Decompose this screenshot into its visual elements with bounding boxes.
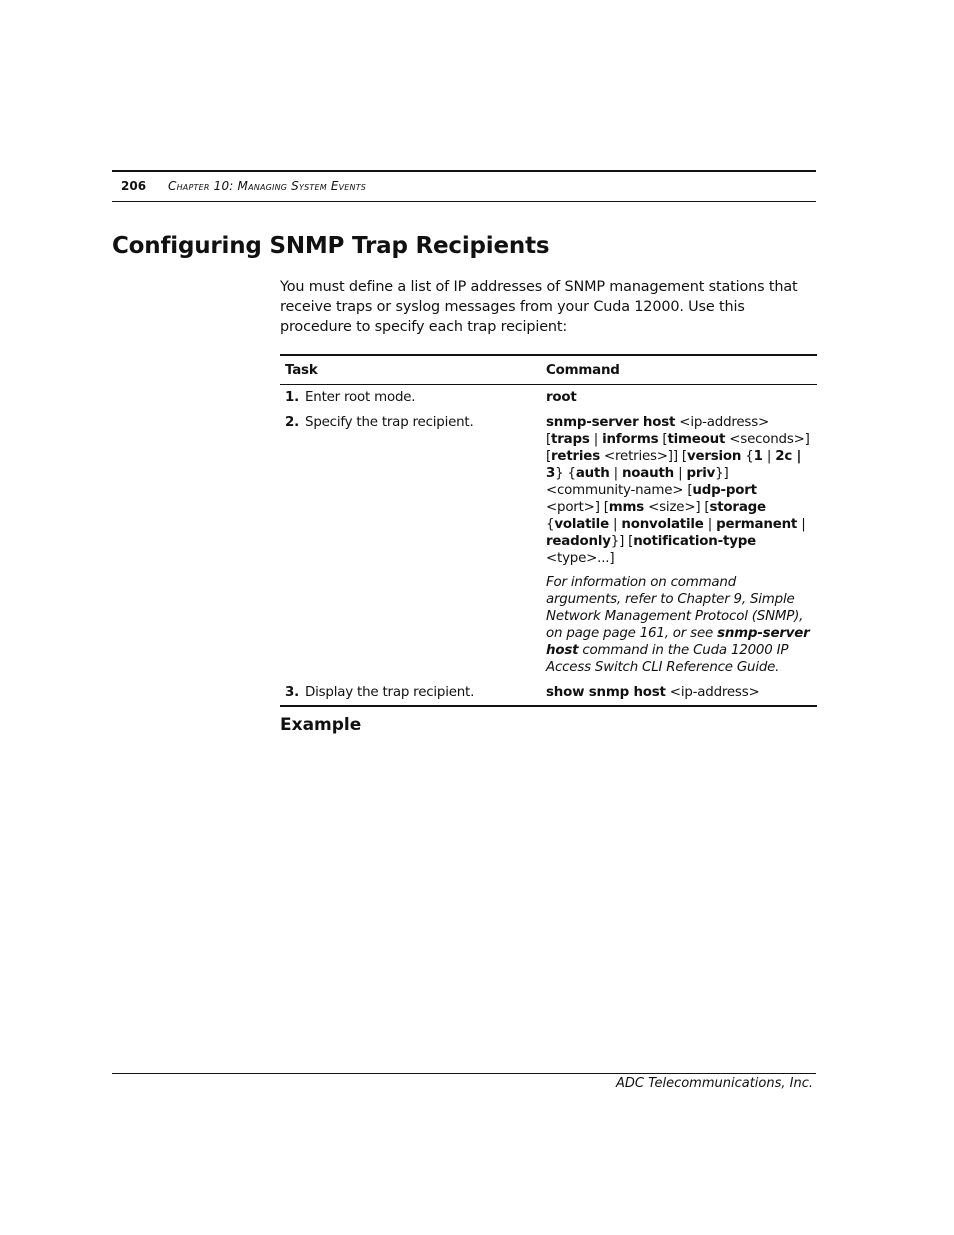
intro-paragraph: You must define a list of IP addresses of SNMP management stations that receive traps or syslog messages from your Cuda 12000. Use this procedure to specify each trap recipient: — [280, 279, 798, 335]
command-keyword: nonvolatile — [621, 517, 704, 532]
command-argument: }] <community-name> [ — [546, 466, 729, 498]
example-heading: Example — [280, 715, 362, 735]
command-text — [546, 685, 760, 700]
column-header-task: Task — [285, 362, 318, 378]
table-row — [280, 385, 817, 411]
task-text: Enter root mode. — [305, 390, 416, 405]
step-number: 3. — [285, 685, 300, 700]
command-argument: { — [741, 449, 754, 464]
task-cell — [280, 680, 541, 706]
command-argument: | — [608, 517, 622, 532]
command-keyword: snmp-server host — [546, 626, 810, 658]
command-keyword: timeout — [667, 432, 726, 447]
command-argument: [ — [658, 432, 668, 447]
command-cell — [541, 680, 817, 706]
command-keyword: 1 — [753, 449, 763, 464]
command-note — [546, 574, 812, 676]
command-keyword: noauth — [621, 466, 675, 481]
command-keyword: readonly — [546, 534, 611, 549]
step-number: 1. — [285, 390, 300, 405]
command-keyword: permanent — [716, 517, 798, 532]
command-keyword: show snmp host — [546, 685, 666, 700]
section-title: Configuring SNMP Trap Recipients — [112, 233, 550, 259]
step-number: 2. — [285, 415, 300, 430]
command-argument: | — [674, 466, 687, 481]
command-argument: } { — [555, 466, 576, 481]
command-keyword: volatile — [554, 517, 609, 532]
command-argument: <size>] [ — [644, 500, 710, 515]
command-argument: For information on command arguments, refer to Chapter 9, Simple Network Management Protocol (SNMP), on page page 161, or see — [546, 575, 804, 641]
table-row — [280, 680, 817, 706]
command-argument: | — [609, 466, 622, 481]
command-keyword: storage — [709, 500, 766, 515]
task-command-table — [280, 354, 817, 707]
command-keyword: version — [686, 449, 742, 464]
command-argument: <retries>]] [ — [599, 449, 687, 464]
command-cell — [541, 385, 817, 411]
command-keyword: notification-type — [633, 534, 756, 549]
task-text: Specify the trap recipient. — [305, 415, 474, 430]
page-number: 206 — [121, 179, 147, 193]
footer-company: ADC Telecommunications, Inc. — [616, 1076, 813, 1091]
command-cell — [541, 410, 817, 680]
command-keyword: auth — [575, 466, 610, 481]
header-rule-top — [112, 170, 816, 172]
command-argument: command in the Cuda 12000 IP Access Switch CLI Reference Guide. — [546, 643, 789, 675]
command-text — [546, 390, 577, 405]
command-argument: | — [703, 517, 717, 532]
command-argument: | — [797, 517, 806, 532]
page-header — [112, 176, 816, 198]
command-argument: <type>...] — [546, 551, 615, 566]
task-cell — [280, 385, 541, 411]
command-argument: { — [546, 517, 555, 532]
command-argument: <ip-address> — [665, 685, 760, 700]
column-header-command: Command — [546, 362, 620, 378]
command-keyword: root — [546, 390, 577, 405]
command-argument: <seconds>][ — [546, 432, 810, 464]
command-argument: | — [762, 449, 776, 464]
command-keyword: 2c | 3 — [546, 449, 802, 481]
command-argument: <ip-address> [ — [546, 415, 770, 447]
table-header-row — [280, 355, 817, 385]
command-keyword: retries — [551, 449, 600, 464]
command-argument: | — [589, 432, 603, 447]
command-keyword: informs — [602, 432, 659, 447]
command-keyword: mms — [608, 500, 645, 515]
header-rule-bottom — [112, 201, 816, 202]
command-keyword: udp-port — [692, 483, 757, 498]
task-cell — [280, 410, 541, 680]
command-argument: <port>] [ — [546, 500, 609, 515]
command-argument: }] [ — [610, 534, 634, 549]
command-keyword: snmp-server host — [546, 415, 676, 430]
task-text: Display the trap recipient. — [305, 685, 475, 700]
command-keyword: priv — [686, 466, 716, 481]
command-keyword: traps — [551, 432, 590, 447]
footer-rule — [112, 1073, 816, 1074]
command-text — [546, 415, 810, 566]
running-head: Chapter 10: Managing System Events — [168, 179, 367, 193]
table-row — [280, 410, 817, 680]
